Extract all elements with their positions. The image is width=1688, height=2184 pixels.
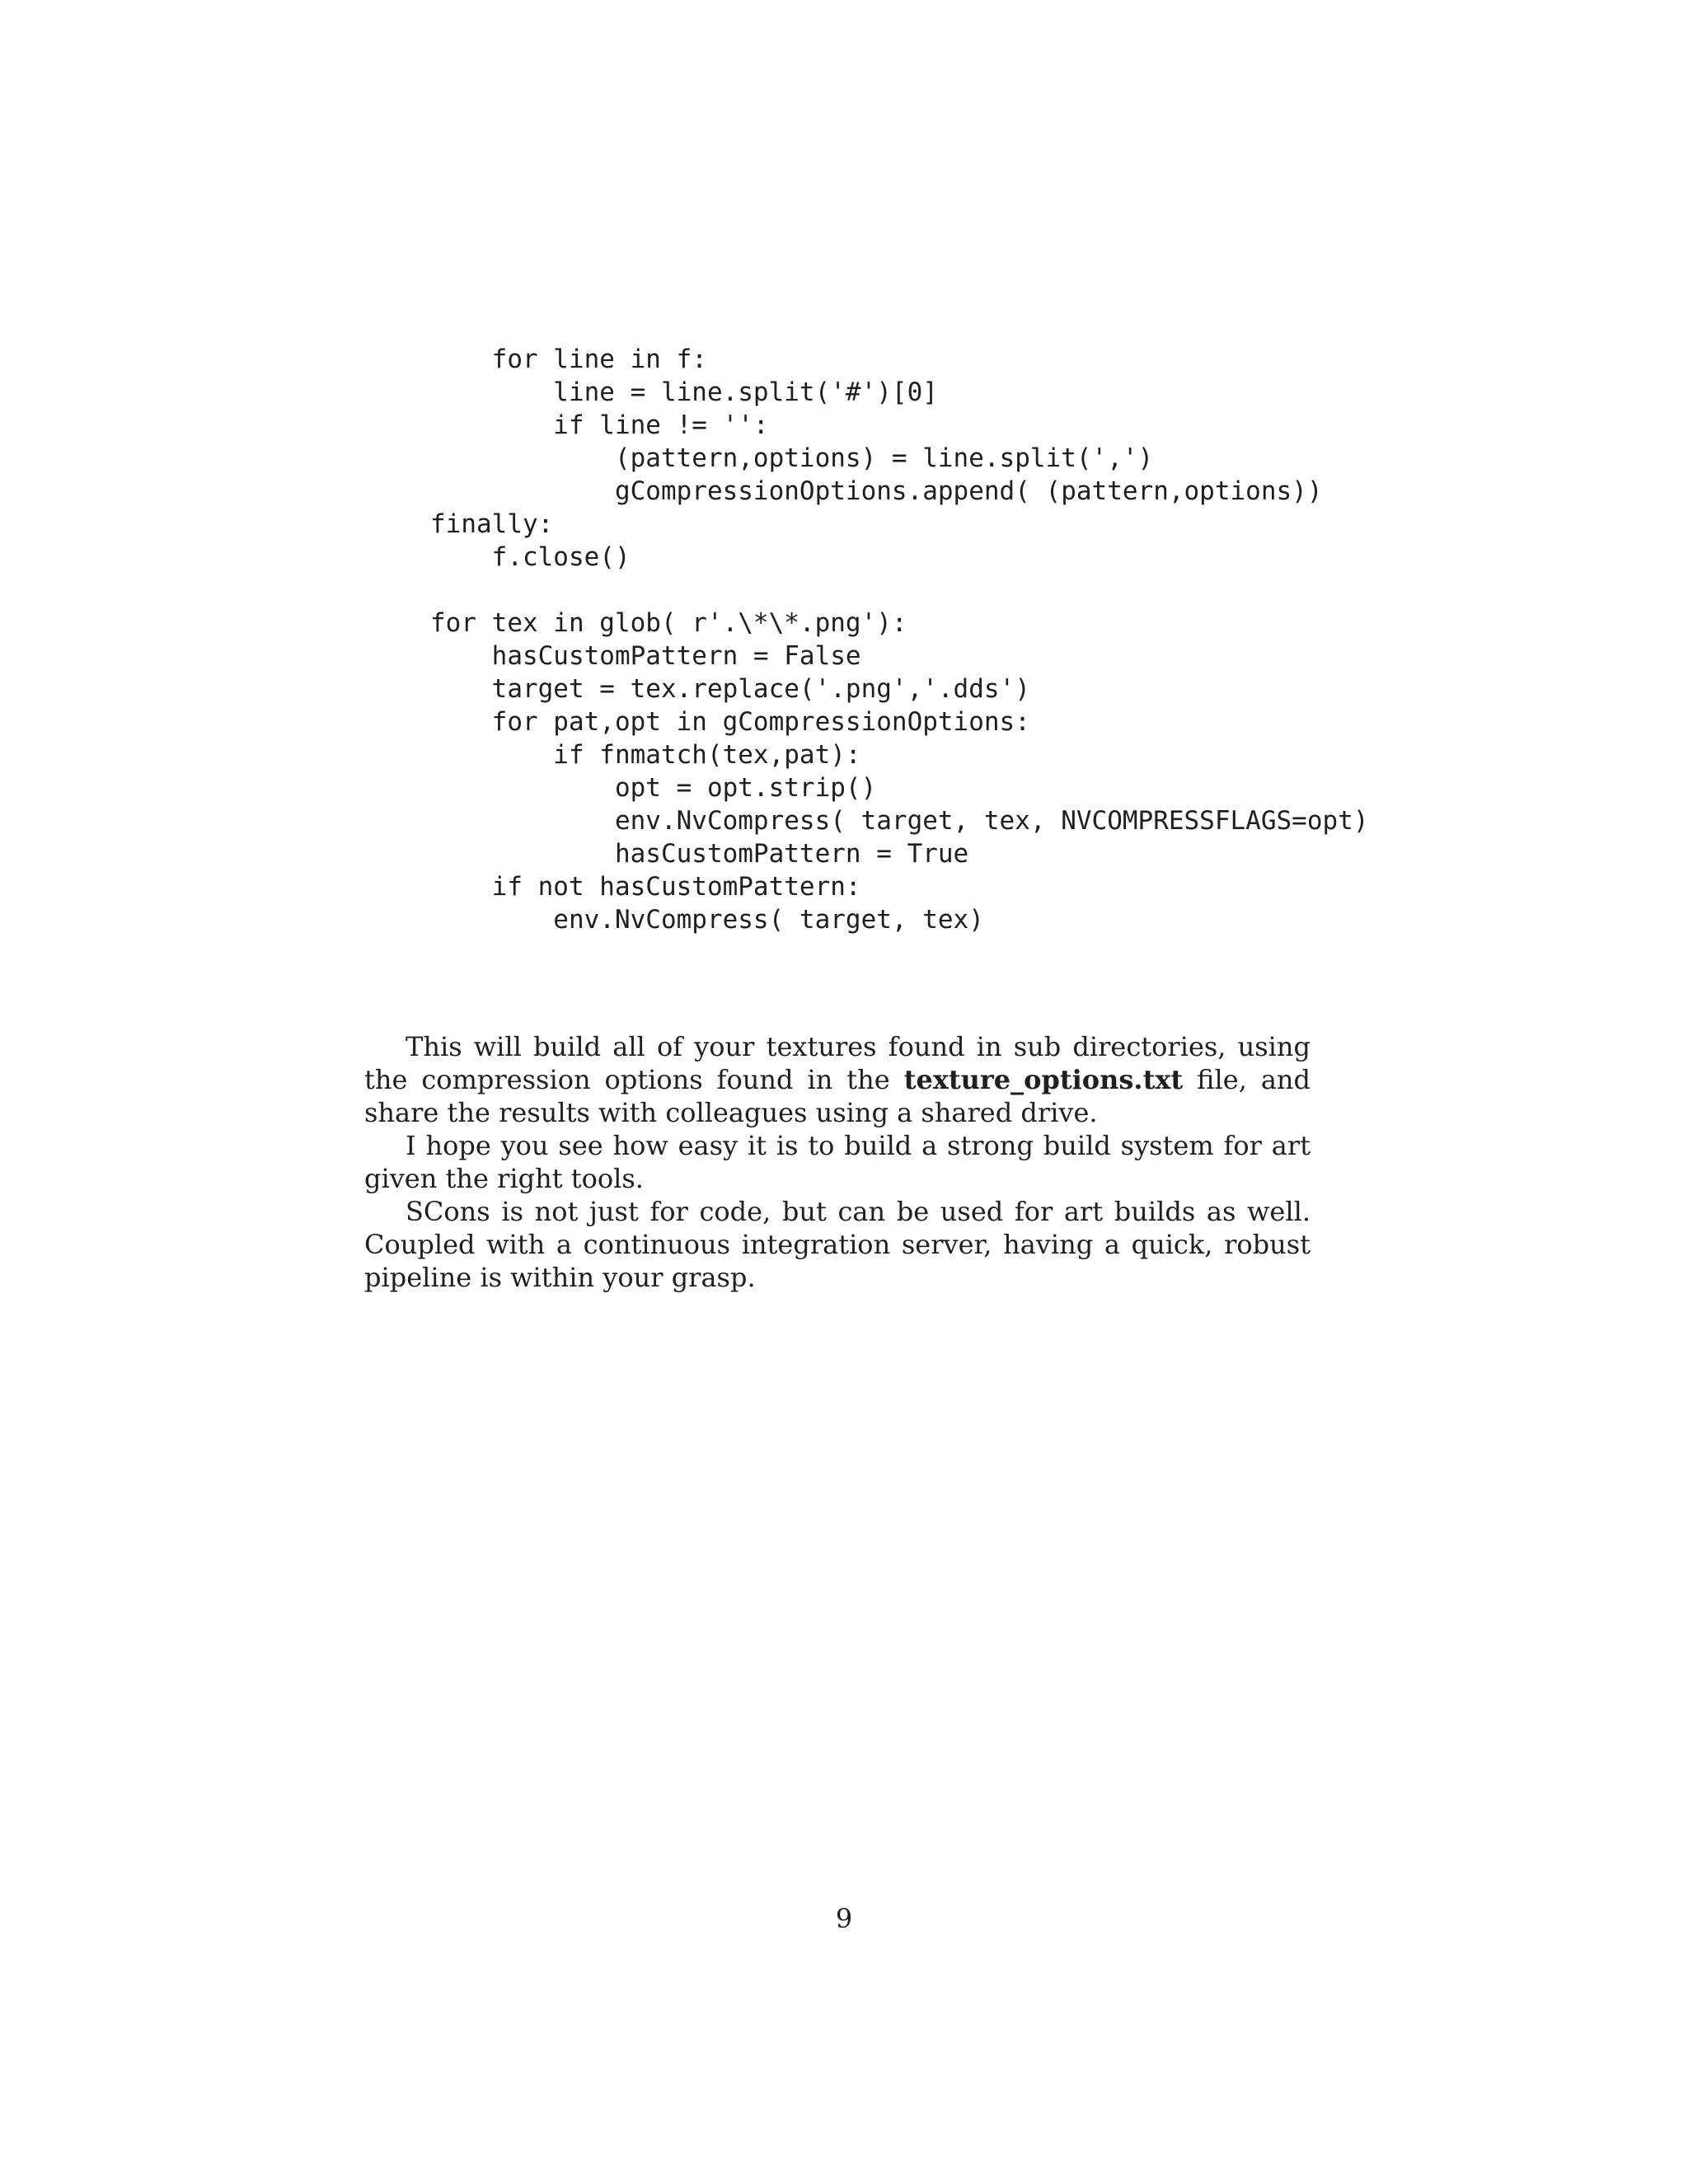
code-line: for pat,opt in gCompressionOptions: (430, 707, 1030, 737)
code-line: line = line.split('#')[0] (430, 377, 938, 407)
paragraph-text: This will build all of your textures found in sub directories, using the compression options found in the (364, 1031, 1311, 1095)
code-line: target = tex.replace('.png','.dds') (430, 674, 1030, 704)
code-block (430, 343, 1419, 936)
code-line: hasCustomPattern = False (430, 641, 861, 671)
code-line: env.NvCompress( target, tex, NVCOMPRESSFLAGS=opt) (430, 806, 1369, 836)
page-number: 9 (835, 1903, 853, 1934)
paragraph-easy-build: I hope you see how easy it is to build a strong build system for art given the right tools. (364, 1130, 1311, 1194)
paragraph-build-summary (364, 1030, 1311, 1129)
code-line: (pattern,options) = line.split(',') (430, 443, 1154, 473)
code-line: hasCustomPattern = True (430, 839, 969, 869)
code-line: if line != '': (430, 410, 769, 440)
code-line: env.NvCompress( target, tex) (430, 905, 984, 935)
code-line: f.close() (430, 542, 631, 572)
filename-emphasis: texture_options.txt (903, 1064, 1184, 1095)
code-line: if not hasCustomPattern: (430, 872, 861, 902)
paragraph-scons-art: SCons is not just for code, but can be used for art builds as well. Coupled with a continuous integration server, having a quick, robust pipeline is within your grasp. (364, 1196, 1311, 1293)
code-line: for tex in glob( r'.\*\*.png'): (430, 608, 907, 638)
code-line: finally: (430, 509, 554, 539)
body-text (364, 1030, 1311, 1294)
paragraph-text: file, and share the results with colleagues using a shared drive. (364, 1064, 1311, 1128)
code-line: opt = opt.strip() (430, 773, 877, 803)
code-line: for line in f: (430, 344, 707, 374)
code-line (430, 574, 1419, 607)
code-line: if fnmatch(tex,pat): (430, 740, 861, 770)
code-line: gCompressionOptions.append( (pattern,options)) (430, 476, 1323, 506)
